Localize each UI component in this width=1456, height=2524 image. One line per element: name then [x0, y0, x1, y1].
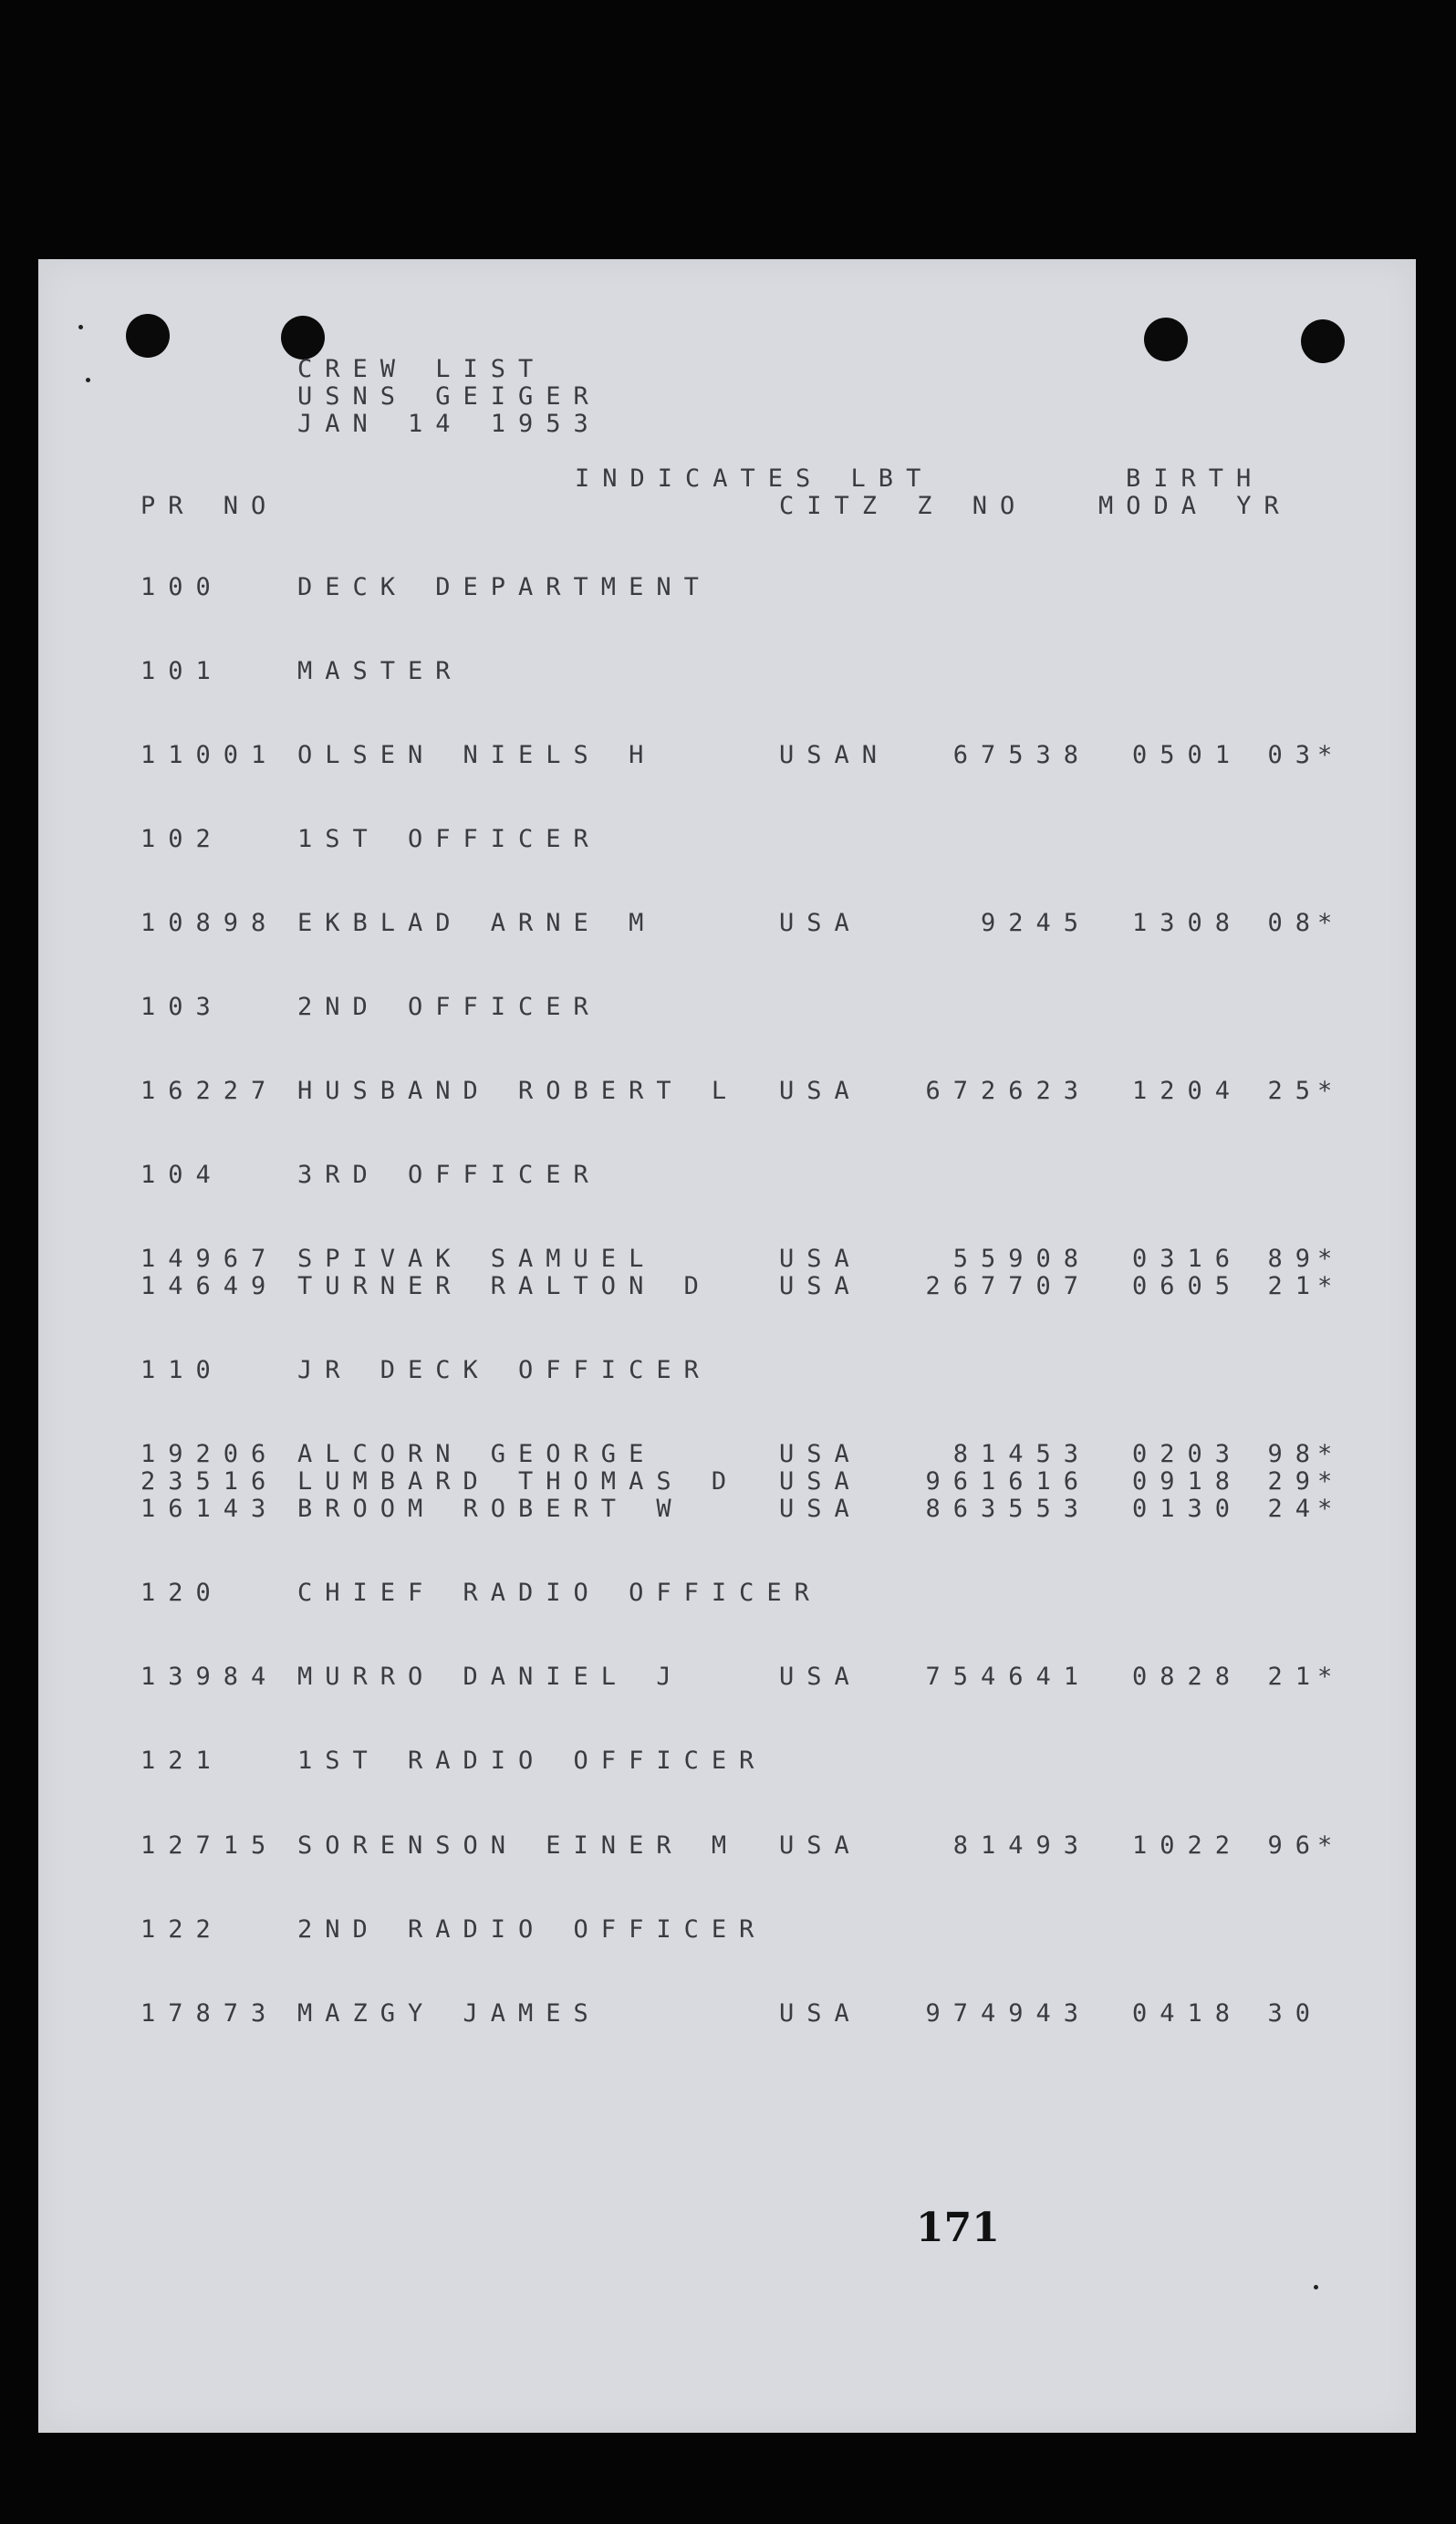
lbt-mark: * — [1317, 909, 1346, 937]
lbt-mark: * — [1317, 1831, 1346, 1860]
citizenship: USAN — [779, 741, 890, 769]
citizenship: USA — [779, 1831, 862, 1860]
row-code: 122 — [140, 1915, 224, 1944]
birth-yr: 89 — [1267, 1245, 1323, 1273]
z-number: 754641 — [925, 1663, 1091, 1691]
section-title: JR DECK OFFICER — [297, 1356, 712, 1384]
z-number: 672623 — [925, 1077, 1091, 1105]
row-code: 13984 — [140, 1663, 279, 1691]
punch-hole — [281, 316, 325, 360]
punch-hole — [1144, 318, 1188, 361]
lbt-mark: * — [1317, 1077, 1346, 1105]
crew-name: OLSEN NIELS H — [297, 741, 657, 769]
lbt-mark: * — [1317, 1440, 1346, 1468]
lbt-mark: * — [1317, 1245, 1346, 1273]
crew-name: BROOM ROBERT W — [297, 1495, 684, 1523]
citizenship: USA — [779, 1272, 862, 1300]
birth-moda: 0918 — [1131, 1467, 1243, 1496]
citizenship: USA — [779, 1495, 862, 1523]
crew-name: MURRO DANIEL J — [297, 1663, 684, 1691]
crew-name: HUSBAND ROBERT L — [297, 1077, 740, 1105]
z-number: 9245 — [980, 909, 1091, 937]
header-pr-no: PR NO — [140, 492, 279, 520]
title-line-3: JAN 14 1953 — [297, 410, 601, 438]
header-birth: BIRTH — [1126, 464, 1264, 493]
citizenship: USA — [779, 1440, 862, 1468]
row-code: 110 — [140, 1356, 224, 1384]
section-title: 1ST OFFICER — [297, 825, 601, 853]
row-code: 120 — [140, 1579, 224, 1607]
punch-hole — [1301, 319, 1345, 363]
birth-moda: 1022 — [1131, 1831, 1243, 1860]
birth-yr: 96 — [1267, 1831, 1323, 1860]
row-code: 14649 — [140, 1272, 279, 1300]
row-code: 101 — [140, 657, 224, 685]
ink-speck — [78, 325, 83, 329]
ink-speck — [1314, 2285, 1318, 2289]
crew-name: TURNER RALTON D — [297, 1272, 712, 1300]
lbt-mark: * — [1317, 1663, 1346, 1691]
z-number: 267707 — [925, 1272, 1091, 1300]
section-title: CHIEF RADIO OFFICER — [297, 1579, 822, 1607]
citizenship: USA — [779, 1999, 862, 2028]
citizenship: USA — [779, 1663, 862, 1691]
z-number: 55908 — [952, 1245, 1091, 1273]
section-title: MASTER — [297, 657, 463, 685]
z-number: 863553 — [925, 1495, 1091, 1523]
birth-yr: 98 — [1267, 1440, 1323, 1468]
lbt-mark: * — [1317, 1272, 1346, 1300]
birth-moda: 0316 — [1131, 1245, 1243, 1273]
section-title: 2ND RADIO OFFICER — [297, 1915, 767, 1944]
crew-name: EKBLAD ARNE M — [297, 909, 657, 937]
row-code: 14967 — [140, 1245, 279, 1273]
birth-moda: 0605 — [1131, 1272, 1243, 1300]
row-code: 23516 — [140, 1467, 279, 1496]
header-indicates-lbt: INDICATES LBT — [575, 464, 934, 493]
citizenship: USA — [779, 909, 862, 937]
z-number: 961616 — [925, 1467, 1091, 1496]
citizenship: USA — [779, 1467, 862, 1496]
birth-moda: 0203 — [1131, 1440, 1243, 1468]
birth-yr: 08 — [1267, 909, 1323, 937]
birth-moda: 1204 — [1131, 1077, 1243, 1105]
title-line-1: CREW LIST — [297, 355, 546, 383]
crew-name: SPIVAK SAMUEL — [297, 1245, 657, 1273]
birth-moda: 0130 — [1131, 1495, 1243, 1523]
lbt-mark: * — [1317, 741, 1346, 769]
z-number: 67538 — [952, 741, 1091, 769]
z-number: 81493 — [952, 1831, 1091, 1860]
citizenship: USA — [779, 1245, 862, 1273]
birth-yr: 24 — [1267, 1495, 1323, 1523]
birth-yr: 25 — [1267, 1077, 1323, 1105]
birth-yr: 21 — [1267, 1663, 1323, 1691]
header-citz-z-no: CITZ Z NO — [779, 492, 1028, 520]
birth-yr: 03 — [1267, 741, 1323, 769]
birth-moda: 0828 — [1131, 1663, 1243, 1691]
header-moda-yr: MODA YR — [1098, 492, 1292, 520]
birth-yr: 21 — [1267, 1272, 1323, 1300]
birth-yr: 29 — [1267, 1467, 1323, 1496]
section-title: 3RD OFFICER — [297, 1161, 601, 1189]
row-code: 11001 — [140, 741, 279, 769]
lbt-mark: * — [1317, 1467, 1346, 1496]
birth-moda: 0501 — [1131, 741, 1243, 769]
row-code: 121 — [140, 1747, 224, 1775]
section-title: 2ND OFFICER — [297, 993, 601, 1021]
z-number: 974943 — [925, 1999, 1091, 2028]
lbt-mark: * — [1317, 1495, 1346, 1523]
crew-name: LUMBARD THOMAS D — [297, 1467, 740, 1496]
row-code: 19206 — [140, 1440, 279, 1468]
row-code: 10898 — [140, 909, 279, 937]
punch-hole — [126, 314, 170, 358]
row-code: 100 — [140, 573, 224, 601]
row-code: 16227 — [140, 1077, 279, 1105]
birth-yr: 30 — [1267, 1999, 1323, 2028]
title-line-2: USNS GEIGER — [297, 382, 601, 411]
z-number: 81453 — [952, 1440, 1091, 1468]
section-title: 1ST RADIO OFFICER — [297, 1747, 767, 1775]
section-title: DECK DEPARTMENT — [297, 573, 712, 601]
page-number: 171 — [916, 2205, 1000, 2251]
citizenship: USA — [779, 1077, 862, 1105]
crew-name: MAZGY JAMES — [297, 1999, 601, 2028]
birth-moda: 0418 — [1131, 1999, 1243, 2028]
row-code: 12715 — [140, 1831, 279, 1860]
row-code: 17873 — [140, 1999, 279, 2028]
crew-name: ALCORN GEORGE — [297, 1440, 657, 1468]
row-code: 104 — [140, 1161, 224, 1189]
row-code: 16143 — [140, 1495, 279, 1523]
ink-speck — [86, 378, 90, 382]
document-sheet — [38, 259, 1416, 2433]
row-code: 102 — [140, 825, 224, 853]
row-code: 103 — [140, 993, 224, 1021]
birth-moda: 1308 — [1131, 909, 1243, 937]
crew-name: SORENSON EINER M — [297, 1831, 740, 1860]
